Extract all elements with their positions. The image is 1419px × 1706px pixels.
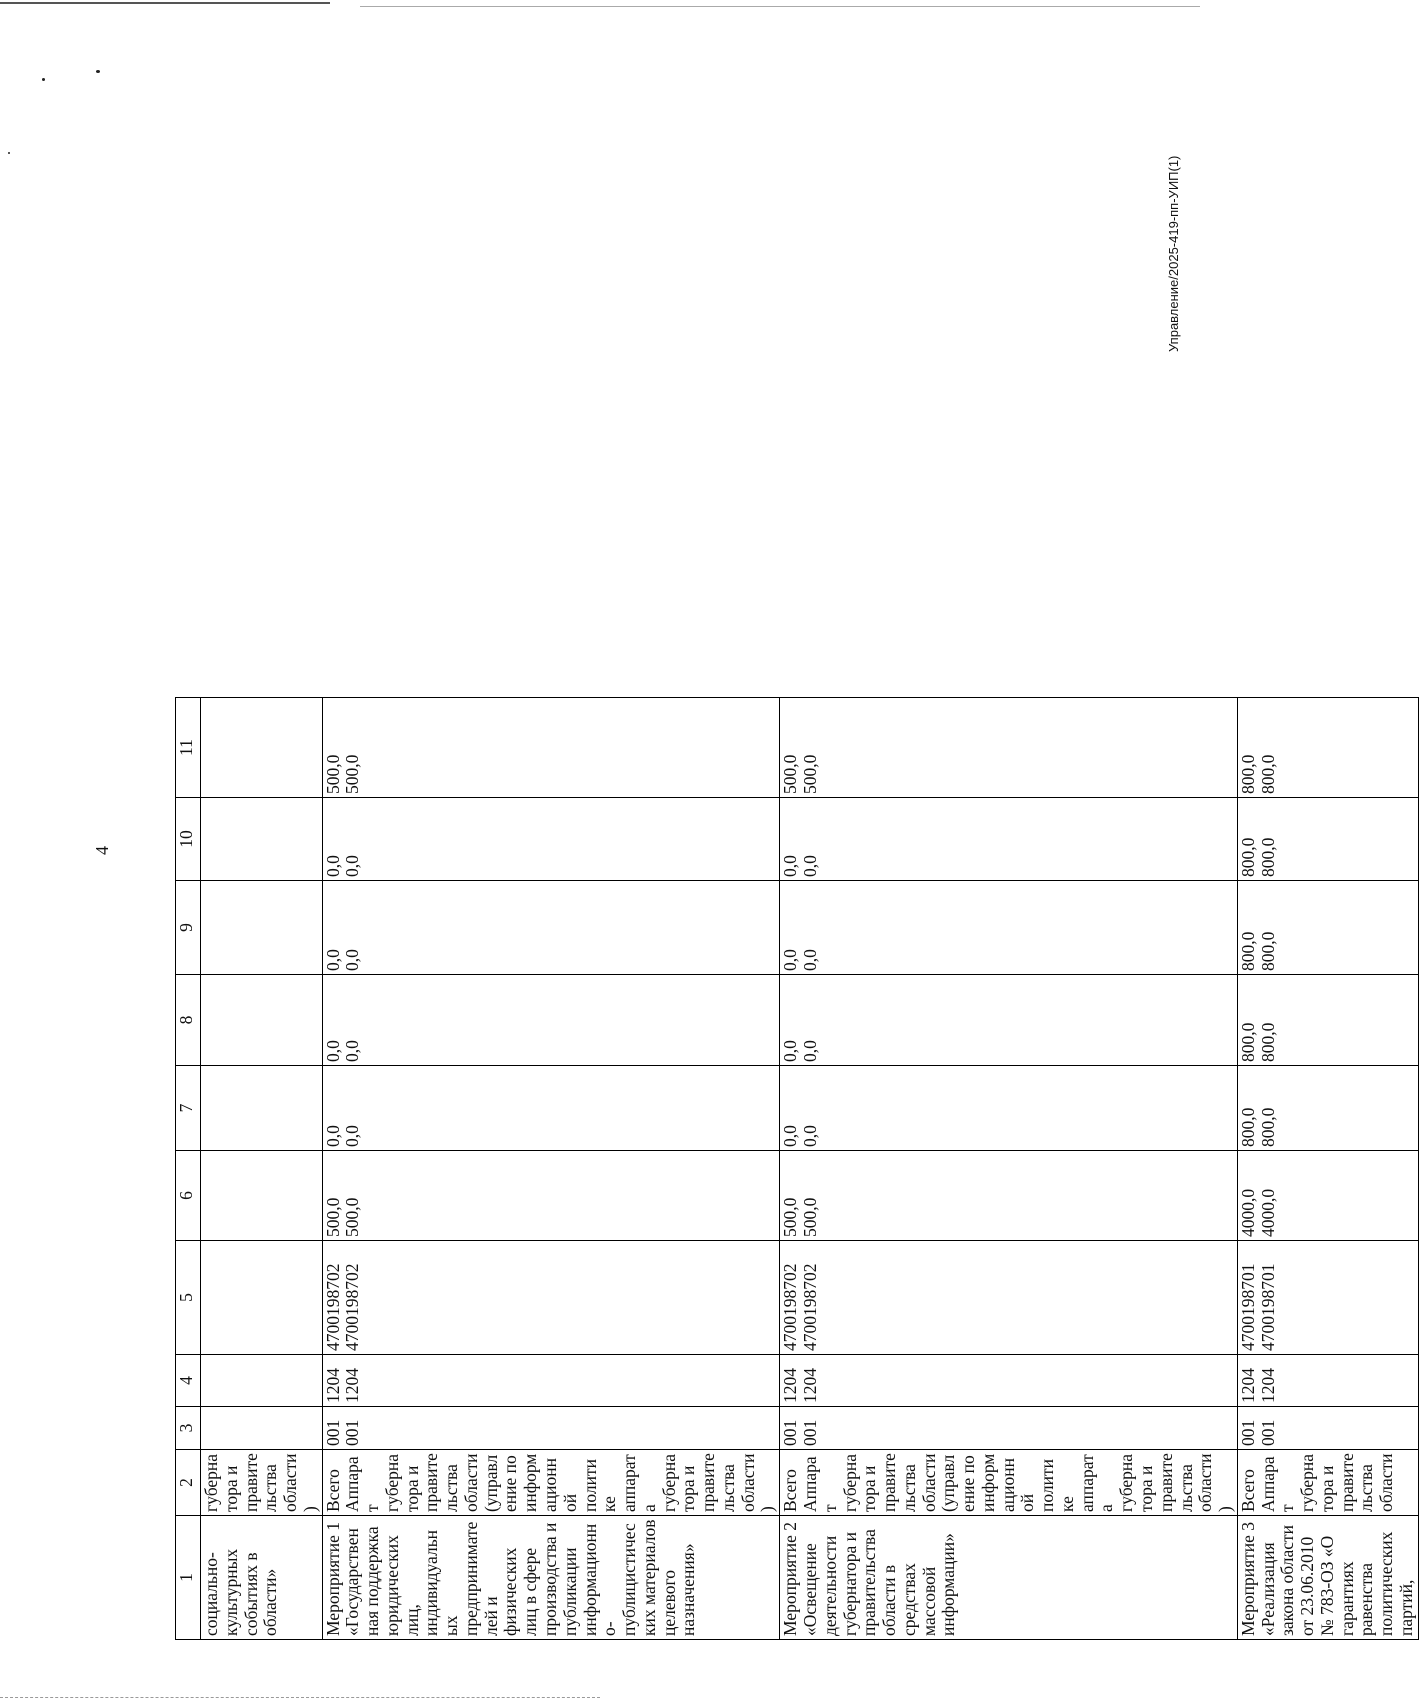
- cell-line: 800,0: [1237, 1107, 1258, 1147]
- cell-line: 800,0: [1257, 754, 1278, 794]
- cell-line: 4700198702: [322, 1263, 343, 1351]
- table-cell-col-4: [780, 1355, 1238, 1407]
- cell-line: 4000,0: [1257, 1188, 1278, 1237]
- table-row: [780, 96, 1238, 1640]
- cell-line: 0,0: [780, 949, 801, 971]
- table-cell-col-5: [1237, 1241, 1418, 1355]
- cell-line: 0,0: [342, 855, 363, 877]
- header-row: [176, 96, 201, 1640]
- cell-line: 0,0: [780, 855, 801, 877]
- cell-line: Всего: [780, 1469, 801, 1512]
- cell-line: 4000,0: [1237, 1188, 1258, 1237]
- cell-line: 800,0: [1257, 837, 1278, 877]
- table-cell-col-6: [201, 1151, 323, 1241]
- scan-edge-top-thin: [360, 6, 1200, 7]
- cell-line-executor: Аппарат губернатора и правительства области (управление по информационной политике аппарата губернатора и правительства области): [342, 1453, 778, 1512]
- table-cell-col-2: [780, 1450, 1238, 1516]
- cell-line: 800,0: [1237, 837, 1258, 877]
- table-cell-col-5: [201, 1241, 323, 1355]
- table-cell-col-1: [201, 1516, 323, 1640]
- cell-line: 0,0: [799, 855, 820, 877]
- cell-line: 0,0: [322, 855, 343, 877]
- cell-line: 1204: [799, 1368, 820, 1403]
- cell-line: 500,0: [799, 754, 820, 794]
- cell-line: 800,0: [1237, 931, 1258, 971]
- cell-line: 001: [1237, 1419, 1258, 1446]
- cell-line: Мероприятие 3: [1237, 1521, 1258, 1636]
- cell-line: 1204: [1237, 1368, 1258, 1403]
- cell-line: 1204: [342, 1368, 363, 1403]
- page-number: 4: [92, 846, 112, 855]
- cell-line: Всего: [1237, 1469, 1258, 1512]
- table-row: [1237, 96, 1418, 1640]
- cell-line: 1204: [1257, 1368, 1278, 1403]
- table-cell-col-11: [1237, 698, 1418, 798]
- cell-line: 0,0: [322, 949, 343, 971]
- cell-line: 0,0: [799, 1040, 820, 1062]
- table-cell-col-6: [1237, 1151, 1418, 1241]
- table-row: [201, 96, 323, 1640]
- cell-line: Мероприятие 1: [322, 1521, 343, 1636]
- cell-line: 500,0: [342, 1197, 363, 1237]
- table-cell-col-7: [201, 1066, 323, 1151]
- table-cell-col-4: [322, 1355, 780, 1407]
- table-cell-col-6: [322, 1151, 780, 1241]
- cell-line-executor: Аппарат губернатора и правительства области: [1257, 1453, 1397, 1512]
- cell-line: 500,0: [799, 1197, 820, 1237]
- cell-line: 4700198702: [780, 1263, 801, 1351]
- table-cell-col-8: [1237, 975, 1418, 1066]
- table-cell-col-8: [780, 975, 1238, 1066]
- table-cell-col-4: [201, 1355, 323, 1407]
- table-cell-col-10: [1237, 798, 1418, 881]
- cell-line: 500,0: [342, 754, 363, 794]
- table-cell-col-10: [322, 798, 780, 881]
- table-cell-col-5: [322, 1241, 780, 1355]
- cell-line: 800,0: [1257, 1107, 1278, 1147]
- table-cell-col-1: [1237, 1516, 1418, 1640]
- header-cell-5: 5: [176, 1241, 201, 1355]
- cell-line: губернатора и правительства области): [201, 1453, 320, 1512]
- cell-line: Мероприятие 2: [780, 1521, 801, 1636]
- table-cell-col-9: [201, 881, 323, 975]
- cell-line: 0,0: [780, 1125, 801, 1147]
- table-cell-col-9: [1237, 881, 1418, 975]
- header-cell-3: 3: [176, 1407, 201, 1450]
- cell-line: 500,0: [780, 1197, 801, 1237]
- table-cell-col-9: [780, 881, 1238, 975]
- document-code: Управление/2025-419-пп-УИП(1): [1166, 155, 1181, 352]
- cell-line: 500,0: [780, 754, 801, 794]
- cell-line: 4700198702: [342, 1263, 363, 1351]
- header-cell-7: 7: [176, 1066, 201, 1151]
- table-cell-col-3: [201, 1407, 323, 1450]
- cell-line: 0,0: [780, 1040, 801, 1062]
- header-cell-10: 10: [176, 798, 201, 881]
- cell-line: 4700198701: [1237, 1263, 1258, 1351]
- cell-line: 1204: [322, 1368, 343, 1403]
- header-cell-2: 2: [176, 1450, 201, 1516]
- header-cell-11: 11: [176, 698, 201, 798]
- cell-line: 0,0: [322, 1040, 343, 1062]
- table-cell-col-8: [322, 975, 780, 1066]
- scan-speck: [8, 152, 10, 154]
- table-cell-col-11: [201, 698, 323, 798]
- scan-edge-top: [0, 2, 330, 4]
- cell-line: «Реализация закона области от 23.06.2010 № 783-ОЗ «О гарантиях равенства политических партий,: [1257, 1524, 1416, 1636]
- scan-speck: [96, 70, 100, 73]
- cell-line: Всего: [322, 1469, 343, 1512]
- budget-table: [175, 95, 1419, 1640]
- table-cell-col-2: [201, 1450, 323, 1516]
- cell-line: 001: [799, 1419, 820, 1446]
- cell-line-executor: Аппарат губернатора и правительства области (управление по информационной политике аппарата губернатора и правительства области): [799, 1453, 1236, 1512]
- cell-line: 001: [322, 1419, 343, 1446]
- table-cell-col-3: [780, 1407, 1238, 1450]
- cell-line: 4700198701: [1257, 1263, 1278, 1351]
- header-cell-4: 4: [176, 1355, 201, 1407]
- cell-line: 1204: [780, 1368, 801, 1403]
- cell-line: 4700198702: [799, 1263, 820, 1351]
- header-cell-9: 9: [176, 881, 201, 975]
- scan-edge-bottom: [0, 1697, 600, 1698]
- cell-line: 0,0: [799, 949, 820, 971]
- cell-line: 800,0: [1257, 1022, 1278, 1062]
- table-cell-col-3: [322, 1407, 780, 1450]
- cell-line: 001: [780, 1419, 801, 1446]
- cell-line: 800,0: [1257, 931, 1278, 971]
- table-cell-col-1: [322, 1516, 780, 1640]
- table-cell-col-10: [780, 798, 1238, 881]
- table-row: [322, 96, 780, 1640]
- table-cell-col-9: [322, 881, 780, 975]
- table-cell-col-2: [1237, 1450, 1418, 1516]
- cell-line: социально-культурных событиях в области»: [201, 1548, 281, 1636]
- cell-line: 500,0: [322, 1197, 343, 1237]
- table-cell-col-8: [201, 975, 323, 1066]
- cell-line: 800,0: [1237, 1022, 1258, 1062]
- header-cell-1: 1: [176, 1516, 201, 1640]
- header-cell-8: 8: [176, 975, 201, 1066]
- cell-line: 001: [342, 1419, 363, 1446]
- table-cell-col-5: [780, 1241, 1238, 1355]
- table-cell-col-10: [201, 798, 323, 881]
- cell-line: «Освещение деятельности губернатора и правительства области в средствах массовой информации»: [799, 1529, 959, 1636]
- cell-line: 0,0: [322, 1125, 343, 1147]
- table-cell-col-2: [322, 1450, 780, 1516]
- scan-speck: [42, 78, 45, 81]
- cell-line: 0,0: [342, 1125, 363, 1147]
- table-cell-col-11: [780, 698, 1238, 798]
- table-cell-col-3: [1237, 1407, 1418, 1450]
- header-cell-6: 6: [176, 1151, 201, 1241]
- table-cell-col-7: [322, 1066, 780, 1151]
- table-cell-col-7: [780, 1066, 1238, 1151]
- table-cell-col-4: [1237, 1355, 1418, 1407]
- cell-line: 0,0: [799, 1125, 820, 1147]
- table-cell-col-1: [780, 1516, 1238, 1640]
- cell-line: 0,0: [342, 949, 363, 971]
- cell-line: 800,0: [1237, 754, 1258, 794]
- table-cell-col-6: [780, 1151, 1238, 1241]
- cell-line: 500,0: [322, 754, 343, 794]
- table-cell-col-7: [1237, 1066, 1418, 1151]
- cell-line: «Государственная поддержка юридических лиц, индивидуальных предпринимателей и физических лиц в сфере производства и публикации информационно-публицистических материалов целевого назначения»: [342, 1519, 699, 1636]
- cell-line: 001: [1257, 1419, 1278, 1446]
- table-cell-col-11: [322, 698, 780, 798]
- cell-line: 0,0: [342, 1040, 363, 1062]
